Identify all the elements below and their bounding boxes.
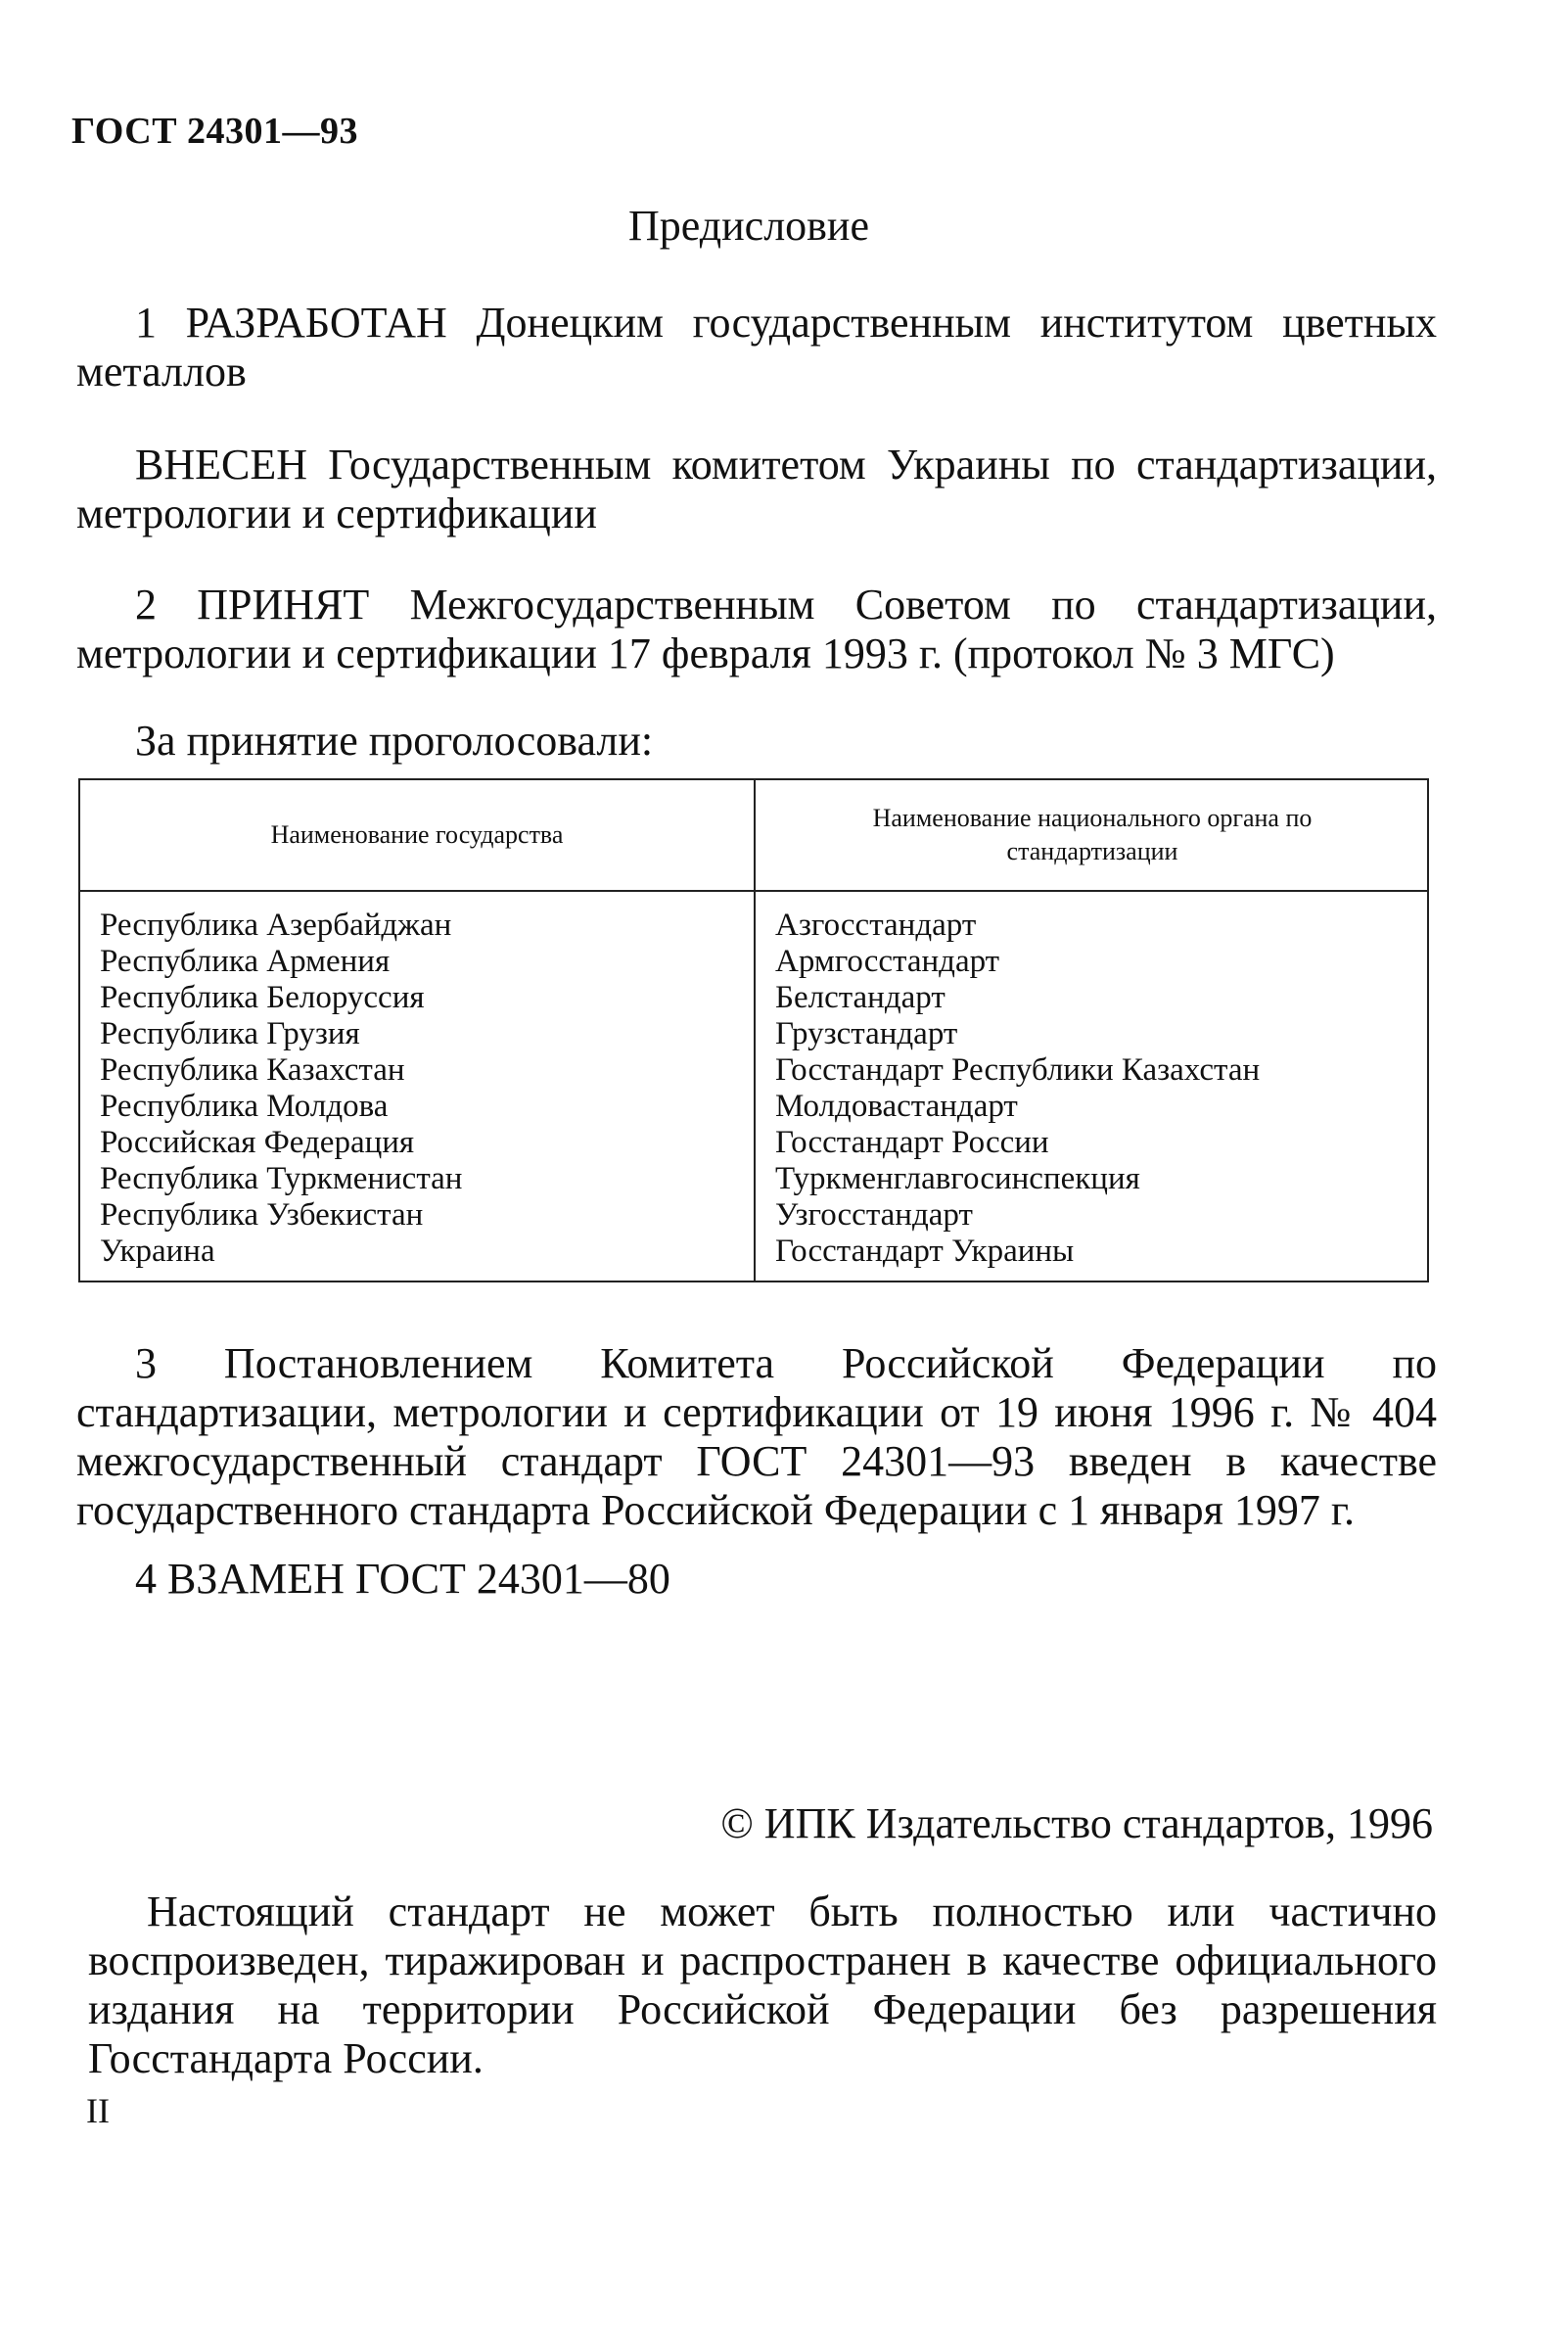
paragraph-developed-by: 1 РАЗРАБОТАН Донецким государственным институтом цветных металлов xyxy=(76,299,1437,396)
paragraph-submitted-by: ВНЕСЕН Государственным комитетом Украины по стандартизации, метрологии и сертификации xyxy=(76,441,1437,537)
copyright-notice: © ИПК Издательство стандартов, 1996 xyxy=(720,1799,1433,1847)
table-cell-state: Республика Молдова xyxy=(100,1089,389,1124)
document-id: ГОСТ 24301—93 xyxy=(71,111,359,152)
table-cell-state: Республика Азербайджан xyxy=(100,908,452,943)
page-title: Предисловие xyxy=(628,202,869,250)
paragraph-replaces: 4 ВЗАМЕН ГОСТ 24301—80 xyxy=(135,1555,670,1603)
table-cell-body: Грузстандарт xyxy=(775,1016,958,1051)
table-cell-body: Госстандарт России xyxy=(775,1125,1049,1160)
table-cell-state: Украина xyxy=(100,1234,215,1269)
table-cell-state: Республика Белоруссия xyxy=(100,980,425,1015)
paragraph-adopted-by: 2 ПРИНЯТ Межгосударственным Советом по стандартизации, метрологии и сертификации 17 февраля 1993 г. (протокол № 3 МГС) xyxy=(76,581,1437,677)
table-cell-state: Республика Армения xyxy=(100,944,391,979)
table-cell-state: Российская Федерация xyxy=(100,1125,415,1160)
paragraph-voted-for: За принятие проголосовали: xyxy=(135,717,654,765)
table-cell-state: Республика Туркменистан xyxy=(100,1161,463,1196)
table-cell-state: Республика Грузия xyxy=(100,1016,360,1051)
paragraph-reproduction-notice: Настоящий стандарт не может быть полностью или частично воспроизведен, тиражирован и распространен в качестве официального издания на территории Российской Федерации без разрешения Госстандарта России. xyxy=(88,1887,1437,2082)
table-column-bodies xyxy=(775,908,1421,1270)
table-header-state: Наименование государства xyxy=(270,820,564,849)
table-cell-body: Молдовастандарт xyxy=(775,1089,1018,1124)
table-header-divider xyxy=(80,890,1427,892)
table-header-national-body: Наименование национального органа по стандартизации xyxy=(872,804,1313,865)
table-cell-state: Республика Узбекистан xyxy=(100,1197,424,1233)
page-number: II xyxy=(86,2091,110,2130)
table-cell-body: Госстандарт Украины xyxy=(775,1234,1075,1269)
table-cell-state: Республика Казахстан xyxy=(100,1052,405,1088)
table-column-states xyxy=(100,908,746,1270)
table-cell-body: Туркменглавгосинспекция xyxy=(775,1161,1140,1196)
table-cell-body: Азгосстандарт xyxy=(775,908,977,943)
table-cell-body: Армгосстандарт xyxy=(775,944,1000,979)
voting-table xyxy=(78,778,1429,1282)
table-cell-body: Узгосстандарт xyxy=(775,1197,973,1233)
table-cell-body: Госстандарт Республики Казахстан xyxy=(775,1052,1261,1088)
table-cell-body: Белстандарт xyxy=(775,980,945,1015)
paragraph-resolution: 3 Постановлением Комитета Российской Федерации по стандартизации, метрологии и сертификации от 19 июня 1996 г. № 404 межгосударственный стандарт ГОСТ 24301—93 введен в качестве государственного стандарта Российской Федерации с 1 января 1997 г. xyxy=(76,1339,1437,1534)
